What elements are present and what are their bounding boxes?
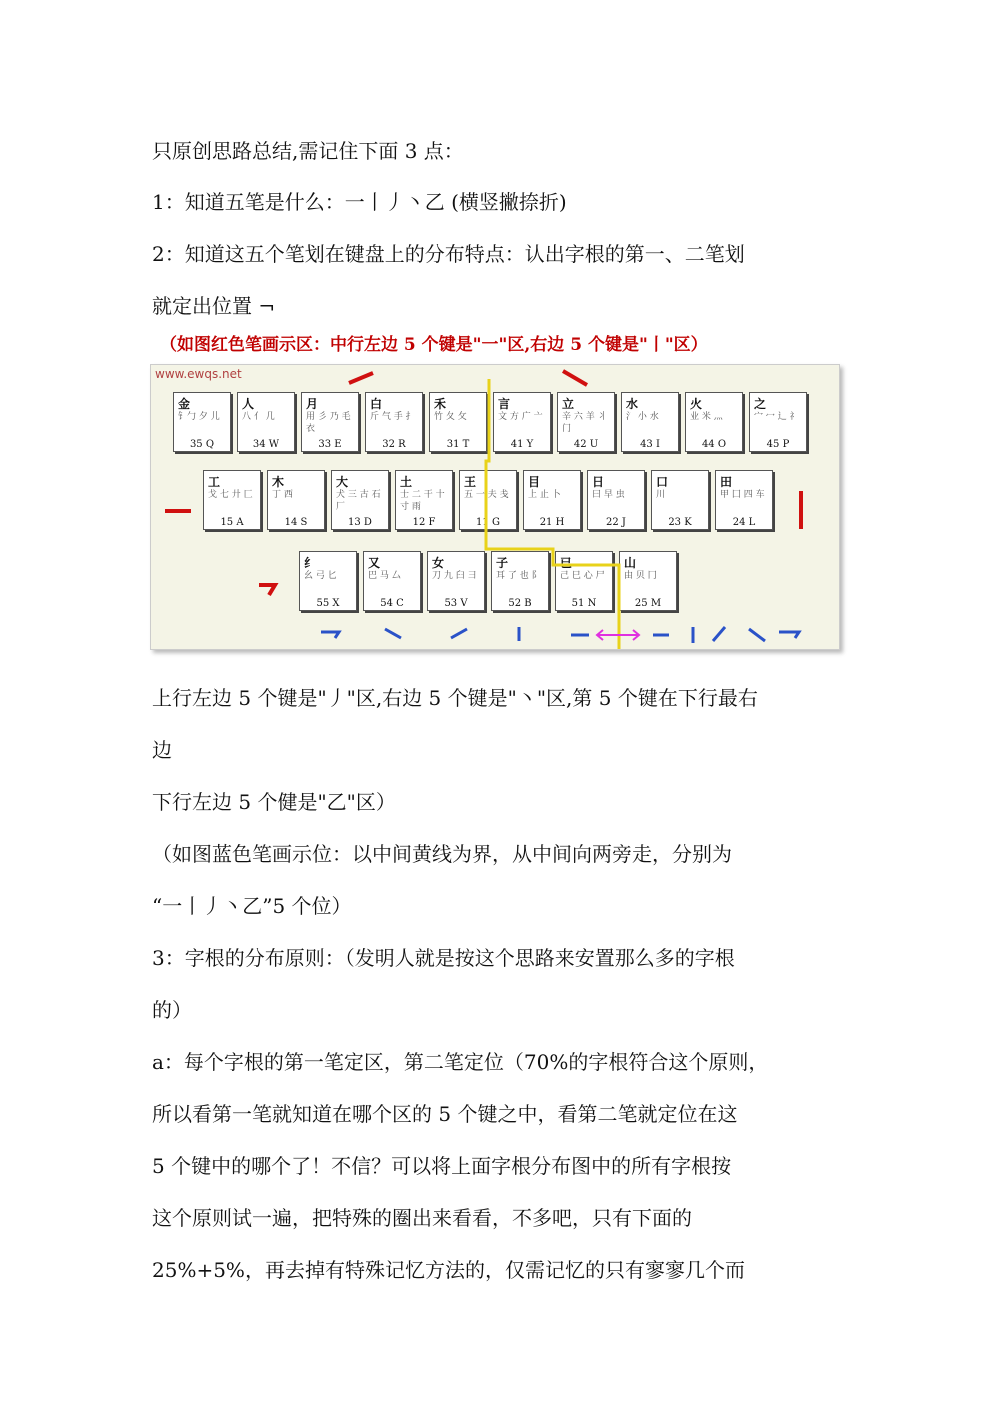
key-main-root: 金 (178, 397, 191, 411)
key-main-root: 又 (368, 556, 381, 570)
red-marker-pie (349, 373, 373, 383)
key-main-root: 立 (562, 397, 575, 411)
key-code: 34 W (252, 439, 280, 450)
heading: 只原创思路总结,需记住下面 3 点： (152, 139, 464, 163)
key-roots: 犬 三 古 石 厂 (336, 490, 381, 512)
rule-a-line-3: 5 个键中的哪个了！不信？可以将上面字根分布图中的所有字根按 (152, 1154, 732, 1178)
key-roots: 戈 七 廾 匚 (208, 490, 253, 500)
key-roots: 耳 了 也 阝 (496, 571, 541, 581)
key-roots: 幺 弓 匕 (304, 571, 337, 581)
key-code: 52 B (508, 598, 532, 609)
red-note: （如图红色笔画示区：中行左边 5 个键是"一"区,右边 5 个键是"丨"区） (160, 335, 708, 355)
key-code: 51 N (571, 598, 597, 609)
key-code: 33 E (318, 439, 342, 450)
rule-a-line-4: 这个原则试一遍，把特殊的圈出来看看，不多吧，只有下面的 (152, 1206, 692, 1230)
key-roots: 斤 气 手 扌 (370, 412, 415, 422)
keyboard-figure (150, 364, 840, 650)
key-main-root: 之 (754, 397, 767, 411)
key-code: 44 O (701, 439, 727, 450)
key-code: 45 P (766, 439, 790, 450)
key-main-root: 山 (624, 556, 637, 570)
watermark: www.ewqs.net (155, 367, 242, 381)
key-main-root: 木 (272, 475, 285, 489)
center-divider (486, 379, 619, 649)
blue-marker-8 (713, 627, 725, 641)
key-code: 12 F (412, 517, 436, 528)
key-main-root: 田 (720, 475, 733, 489)
blue-marker-10 (779, 632, 799, 638)
key-roots: 刀 九 臼 彐 (432, 571, 477, 581)
key-code: 43 I (640, 439, 660, 450)
point-2-line-2: 就定出位置 ¬ (152, 294, 276, 318)
key-roots: 五 一 夫 戋 (464, 490, 509, 500)
key-roots: 由 贝 冂 (624, 571, 657, 581)
key-main-root: 水 (626, 397, 639, 411)
key-main-root: 工 (208, 475, 221, 489)
rule-a-line-1: a：每个字根的第一笔定区，第二笔定位（70%的字根符合这个原则， (152, 1050, 769, 1074)
key-roots: 文 方 广 亠 (498, 412, 543, 422)
key-roots: 八 亻 几 (242, 412, 275, 422)
key-main-root: 火 (690, 397, 703, 411)
stroke-markers (151, 365, 839, 649)
key-roots: 曰 早 虫 (592, 490, 625, 500)
point-3-line-2: 的） (152, 998, 192, 1022)
key-main-root: 禾 (434, 397, 447, 411)
blue-marker-1 (321, 632, 339, 638)
key-code: 14 S (284, 517, 308, 528)
key-code: 22 J (606, 517, 626, 528)
key-main-root: 言 (498, 397, 511, 411)
key-main-root: 大 (336, 475, 349, 489)
red-marker-na (563, 371, 587, 385)
blue-marker-3 (451, 629, 467, 638)
key-code: 23 K (668, 517, 692, 528)
key-main-root: 土 (400, 475, 413, 489)
key-code: 11 G (476, 517, 500, 528)
key-code: 13 D (348, 517, 372, 528)
key-roots: 用 彡 乃 毛 衣 (306, 412, 351, 434)
key-roots: 钅勹 夕 儿 (178, 412, 220, 422)
blue-note-2: “一丨丿丶乙”5 个位） (152, 894, 352, 918)
red-marker-zhe (259, 585, 275, 595)
blue-marker-2 (385, 629, 401, 638)
key-main-root: 子 (496, 556, 509, 570)
point-2-line-1: 2：知道这五个笔划在键盘上的分布特点：认出字根的第一、二笔划 (152, 242, 745, 266)
key-roots: 竹 夂 攵 (434, 412, 467, 422)
key-main-root: 口 (656, 475, 669, 489)
rule-a-line-5: 25%+5%，再去掉有特殊记忆方法的，仅需记忆的只有寥寥几个而 (152, 1258, 745, 1282)
key-roots: 士 二 干 十 寸 雨 (400, 490, 445, 512)
key-roots: 川 (656, 490, 666, 500)
point-1: 1：知道五笔是什么：一丨丿丶乙 (横竖撇捺折) (152, 190, 567, 214)
para-top-row-2: 边 (152, 738, 172, 762)
key-code: 42 U (573, 439, 599, 450)
key-main-root: 已 (560, 556, 573, 570)
key-main-root: 白 (370, 397, 383, 411)
key-code: 31 T (446, 439, 470, 450)
key-roots: 业 米 灬 (690, 412, 723, 422)
key-code: 25 M (634, 598, 662, 609)
key-roots: 甲 囗 四 车 (720, 490, 765, 500)
key-code: 21 H (539, 517, 565, 528)
key-code: 55 X (316, 598, 340, 609)
key-main-root: 人 (242, 397, 255, 411)
key-code: 35 Q (189, 439, 215, 450)
key-roots: 上 止 卜 (528, 490, 561, 500)
key-code: 24 L (732, 517, 756, 528)
key-roots: 丁 西 (272, 490, 293, 500)
key-code: 54 C (380, 598, 404, 609)
key-roots: 己 巳 心 尸 (560, 571, 605, 581)
para-bottom-row: 下行左边 5 个健是"乙"区） (152, 790, 396, 814)
rule-a-line-2: 所以看第一笔就知道在哪个区的 5 个键之中，看第二笔就定位在这 (152, 1102, 738, 1126)
blue-marker-9 (749, 629, 765, 641)
key-main-root: 纟 (304, 556, 317, 570)
key-code: 32 R (382, 439, 406, 450)
key-code: 53 V (444, 598, 468, 609)
key-main-root: 月 (306, 397, 319, 411)
key-main-root: 王 (464, 475, 477, 489)
key-roots: 辛 六 羊 丬 门 (562, 412, 607, 434)
blue-note-1: （如图蓝色笔画示位：以中间黄线为界，从中间向两旁走，分别为 (152, 842, 732, 866)
key-main-root: 日 (592, 475, 605, 489)
key-main-root: 目 (528, 475, 541, 489)
key-code: 15 A (220, 517, 244, 528)
point-3-line-1: 3：字根的分布原则：（发明人就是按这个思路来安置那么多的字根 (152, 946, 735, 970)
key-code: 41 Y (510, 439, 534, 450)
key-main-root: 女 (432, 556, 445, 570)
key-roots: 巴 马 厶 (368, 571, 401, 581)
key-roots: 宀 冖 辶 礻 (754, 412, 799, 422)
key-roots: 氵 小 水 (626, 412, 659, 422)
para-top-row-1: 上行左边 5 个键是"丿"区,右边 5 个键是"丶"区,第 5 个键在下行最右 (152, 686, 758, 710)
